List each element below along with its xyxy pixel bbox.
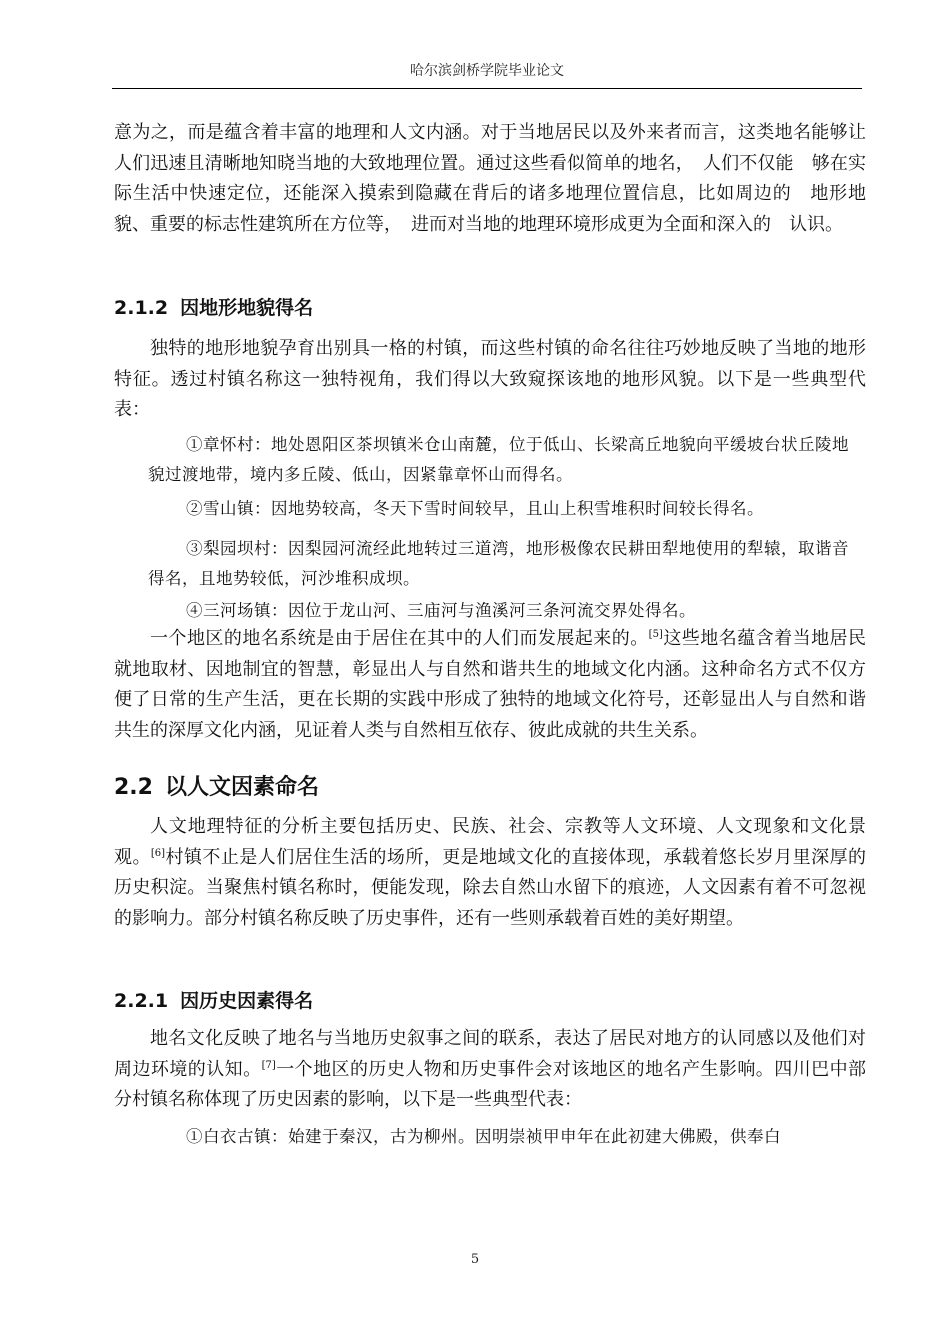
section-number: 2.2 bbox=[114, 775, 153, 800]
section-number: 2.1.2 bbox=[114, 297, 169, 319]
list-item: ①白衣古镇：始建于秦汉，古为柳州。因明崇祯甲申年在此初建大佛殿，供奉白 bbox=[186, 1127, 781, 1146]
section-2-2-heading bbox=[114, 770, 319, 801]
list-item: ④三河场镇：因位于龙山河、三庙河与渔溪河三条河流交界处得名。 bbox=[186, 601, 696, 620]
list-item: ③梨园坝村：因梨园河流经此地转过三道湾，地形极像农民耕田犁地使用的犁辕，取谐音得名，且地势较低，河沙堆积成坝。 bbox=[148, 539, 849, 588]
citation-ref: [7] bbox=[261, 1059, 276, 1071]
section-2-1-2-closing: 一个地区的地名系统是由于居住在其中的人们而发展起来的。[5]这些地名蕴含着当地居民就地取材、因地制宜的智慧，彰显出人与自然和谐共生的地域文化内涵。这种命名方式不仅方便了日常的生产生活，更在长期的实践中形成了独特的地域文化符号，还彰显出人与自然和谐共生的深厚文化内涵，见证着人类与自然相互依存、彼此成就的共生关系。 bbox=[114, 628, 867, 741]
section-2-1-2-heading bbox=[114, 293, 313, 320]
section-2-1-2-paragraph: 独特的地形地貌孕育出别具一格的村镇，而这些村镇的命名往往巧妙地反映了当地的地形特征。透过村镇名称这一独特视角，我们得以大致窥探该地的地形风貌。以下是一些典型代表： bbox=[114, 338, 866, 420]
citation-ref: [6] bbox=[150, 847, 166, 859]
citation-ref: [5] bbox=[648, 629, 663, 640]
header-rule bbox=[112, 88, 862, 89]
section-title: 以人文因素命名 bbox=[164, 775, 319, 800]
section-number: 2.2.1 bbox=[114, 990, 169, 1012]
section-title: 因历史因素得名 bbox=[180, 990, 314, 1012]
list-item: ①章怀村：地处恩阳区茶坝镇米仓山南麓，位于低山、长梁高丘地貌向平缓坡台状丘陵地貌过渡地带，境内多丘陵、低山，因紧靠章怀山而得名。 bbox=[148, 435, 849, 484]
intro-paragraph: 意为之，而是蕴含着丰富的地理和人文内涵。对于当地居民以及外来者而言，这类地名能够让人们迅速且清晰地知晓当地的大致地理位置。通过这些看似简单的地名， 人们不仅能 够在实际生活中快速定位，还能深入摸索到隐藏在背后的诸多地理位置信息，比如周边的 地形地貌、重要的标志性建筑所在方位等， 进而对当地的地理环境形成更为全面和深入的 认识。 bbox=[114, 122, 866, 235]
list-item: ②雪山镇：因地势较高，冬天下雪时间较早，且山上积雪堆积时间较长得名。 bbox=[186, 499, 764, 518]
section-2-2-1-paragraph: 地名文化反映了地名与当地历史叙事之间的联系，表达了居民对地方的认同感以及他们对周边环境的认知。[7]一个地区的历史人物和历史事件会对该地区的地名产生影响。四川巴中部分村镇名称体现了历史因素的影响，以下是一些典型代表： bbox=[114, 1028, 867, 1110]
page-number: 5 bbox=[470, 1252, 480, 1267]
section-title: 因地形地貌得名 bbox=[180, 297, 314, 319]
section-2-2-1-heading bbox=[114, 986, 313, 1013]
page-header: 哈尔滨剑桥学院毕业论文 bbox=[410, 63, 564, 79]
section-2-2-paragraph: 人文地理特征的分析主要包括历史、民族、社会、宗教等人文环境、人文现象和文化景观。[6]村镇不止是人们居住生活的场所，更是地域文化的直接体现，承载着悠长岁月里深厚的历史积淀。当聚焦村镇名称时，便能发现，除去自然山水留下的痕迹，人文因素有着不可忽视的影响力。部分村镇名称反映了历史事件，还有一些则承载着百姓的美好期望。 bbox=[114, 816, 867, 929]
